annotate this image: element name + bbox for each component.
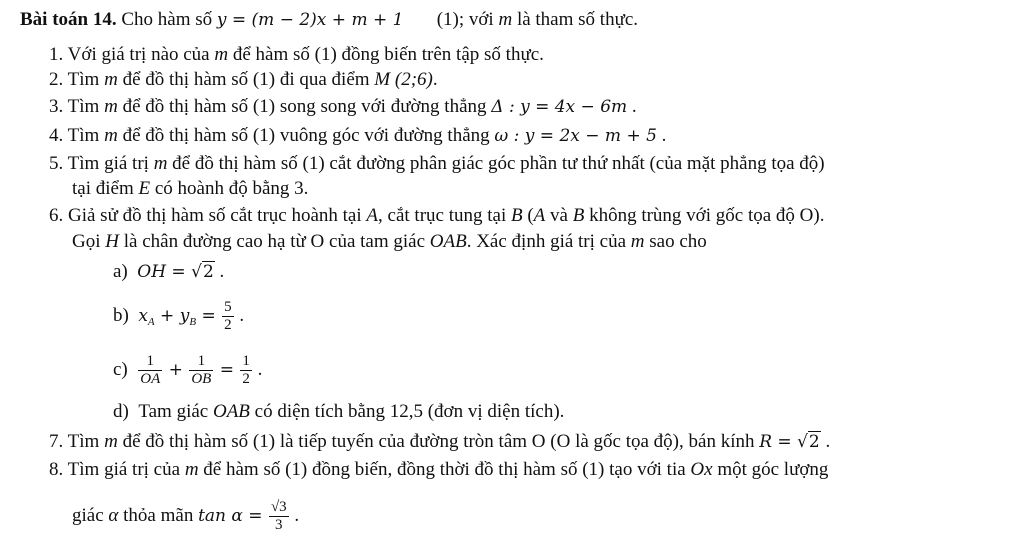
item-text: để hàm số (1) đồng biến trên tập số thực. — [228, 44, 544, 65]
item-var: m — [104, 125, 118, 146]
item-text: một góc lượng — [712, 459, 829, 480]
fraction-denominator: OA — [140, 371, 161, 388]
item-text: . — [627, 96, 637, 117]
problem-header — [20, 8, 638, 32]
item-text: để hàm số (1) đồng biến, đồng thời đồ thị hàm số (1) tạo với tia — [198, 459, 691, 480]
sub-item-d — [113, 400, 564, 424]
item-text: và — [545, 205, 573, 226]
sqrt-argument: 2 — [202, 262, 214, 282]
item-var: Ox — [690, 459, 713, 480]
item-text: . — [214, 261, 225, 282]
fraction — [189, 353, 213, 388]
item-math: ω : y = 2x − m + 5 — [494, 126, 657, 146]
sub-item-a — [113, 260, 224, 284]
item-number: 2. — [49, 69, 64, 90]
item-var: A — [366, 205, 379, 226]
item-math: R = — [759, 432, 798, 452]
item-var: A — [533, 205, 546, 226]
list-item-continuation — [72, 177, 308, 201]
item-text: . Xác định giá trị của — [466, 231, 631, 252]
fraction-numerator: 1 — [138, 353, 162, 371]
item-text: Tìm — [67, 96, 105, 117]
fraction-numerator: 5 — [224, 299, 232, 316]
intro-var: m — [498, 9, 513, 30]
item-number: 4. — [49, 125, 64, 146]
item-var: E — [138, 178, 151, 199]
item-var: α — [108, 505, 119, 526]
list-item — [49, 430, 830, 454]
item-math: Δ : y = 4x − 6m — [491, 97, 628, 117]
item-var: H — [105, 231, 119, 252]
intro-text-c: là tham số thực. — [512, 9, 639, 30]
list-item — [49, 204, 824, 228]
item-var: m — [104, 96, 118, 117]
item-text: Tam giác — [138, 401, 213, 422]
fraction-denominator: 2 — [224, 317, 232, 334]
item-number: 6. — [49, 205, 64, 226]
list-item — [49, 152, 825, 176]
math-operator: = — [196, 306, 222, 326]
item-var: m — [630, 231, 645, 252]
intro-text-a: Cho hàm số — [116, 9, 217, 30]
item-text: sao cho — [644, 231, 707, 252]
item-text: có diện tích bằng 12,5 (đơn vị diện tích). — [249, 401, 565, 422]
item-text: . — [820, 431, 831, 452]
item-text: . — [432, 69, 438, 90]
item-text: Giả sử đồ thị hàm số cắt trục hoành tại — [68, 205, 367, 226]
item-text: . — [289, 505, 300, 526]
math-subscript: B — [189, 316, 197, 328]
item-var: B — [510, 205, 523, 226]
item-text: Tìm giá trị — [67, 153, 154, 174]
item-point: M (2;6) — [374, 69, 433, 90]
item-text: . — [252, 359, 263, 380]
sub-item-b — [113, 296, 244, 342]
fraction-denominator: OB — [191, 371, 212, 388]
math-var: x — [138, 306, 148, 326]
item-text: Gọi — [72, 231, 106, 252]
fraction-denominator: 2 — [242, 371, 250, 388]
item-text: giác — [72, 505, 109, 526]
math-operator: + — [154, 306, 180, 326]
sub-item-label: c) — [113, 359, 128, 380]
item-text: có hoành độ bằng 3. — [150, 178, 309, 199]
sub-item-label: d) — [113, 401, 129, 422]
intro-text-b: (1); với — [436, 9, 499, 30]
item-number: 5. — [49, 153, 64, 174]
item-math: tan α = — [198, 506, 268, 526]
fraction-numerator: √3 — [270, 499, 287, 516]
item-text: Tìm — [67, 125, 105, 146]
fraction — [138, 353, 162, 388]
sqrt-argument: 2 — [808, 432, 820, 452]
list-item — [49, 458, 828, 482]
item-var: m — [104, 431, 118, 452]
fraction-numerator: 1 — [242, 353, 250, 370]
item-number: 8. — [49, 459, 64, 480]
item-var: m — [214, 44, 229, 65]
item-text: là chân đường cao hạ từ O của tam giác — [118, 231, 430, 252]
item-text: để đồ thị hàm số (1) đi qua điểm — [117, 69, 375, 90]
item-var: B — [572, 205, 585, 226]
item-text: Với giá trị nào của — [67, 44, 215, 65]
list-item — [49, 95, 637, 119]
item-var: m — [184, 459, 199, 480]
item-var: m — [153, 153, 168, 174]
math-operator: + — [163, 360, 189, 380]
item-text: ( — [522, 205, 534, 226]
item-text: Tìm — [67, 431, 105, 452]
item-text: để đồ thị hàm số (1) cắt đường phân giác góc phần tư thứ nhất (của mặt phẳng tọa độ) — [167, 153, 825, 174]
sqrt-expression: √2 — [797, 432, 820, 452]
fraction-denominator: 3 — [275, 517, 283, 534]
item-text: , cắt trục tung tại — [378, 205, 511, 226]
item-text: . — [234, 305, 245, 326]
item-text: tại điểm — [72, 178, 139, 199]
item-text: Tìm giá trị của — [67, 459, 185, 480]
item-number: 1. — [49, 44, 64, 65]
item-text: thỏa mãn — [118, 505, 199, 526]
list-item — [49, 43, 544, 67]
fraction — [222, 299, 234, 334]
fraction — [269, 499, 289, 534]
fraction — [240, 353, 252, 388]
list-item-continuation — [72, 230, 707, 254]
list-item — [49, 68, 438, 92]
item-text: để đồ thị hàm số (1) vuông góc với đường thẳng — [117, 125, 495, 146]
item-var: OAB — [429, 231, 467, 252]
item-text: để đồ thị hàm số (1) là tiếp tuyến của đường tròn tâm O (O là gốc tọa độ), bán kính — [117, 431, 760, 452]
item-text: không trùng với gốc tọa độ O). — [584, 205, 825, 226]
sub-item-label: b) — [113, 305, 129, 326]
problem-title: Bài toán 14. — [20, 9, 117, 30]
item-text: để đồ thị hàm số (1) song song với đường thẳng — [117, 96, 492, 117]
fraction-numerator: 1 — [189, 353, 213, 371]
sub-item-math: OH = — [137, 262, 192, 282]
sub-item-c — [113, 350, 262, 390]
list-item — [49, 124, 666, 148]
math-operator: = — [214, 360, 240, 380]
list-item-continuation — [72, 496, 299, 536]
math-var: y — [179, 306, 190, 326]
function-expression: y = (m − 2)x + m + 1 — [216, 10, 404, 30]
item-number: 7. — [49, 431, 64, 452]
item-var: m — [104, 69, 118, 90]
item-number: 3. — [49, 96, 64, 117]
sqrt-expression: √2 — [191, 262, 214, 282]
math-subscript: A — [147, 316, 155, 328]
item-text: Tìm — [67, 69, 105, 90]
item-text: . — [656, 125, 667, 146]
item-var: OAB — [212, 401, 250, 422]
sub-item-label: a) — [113, 261, 128, 282]
